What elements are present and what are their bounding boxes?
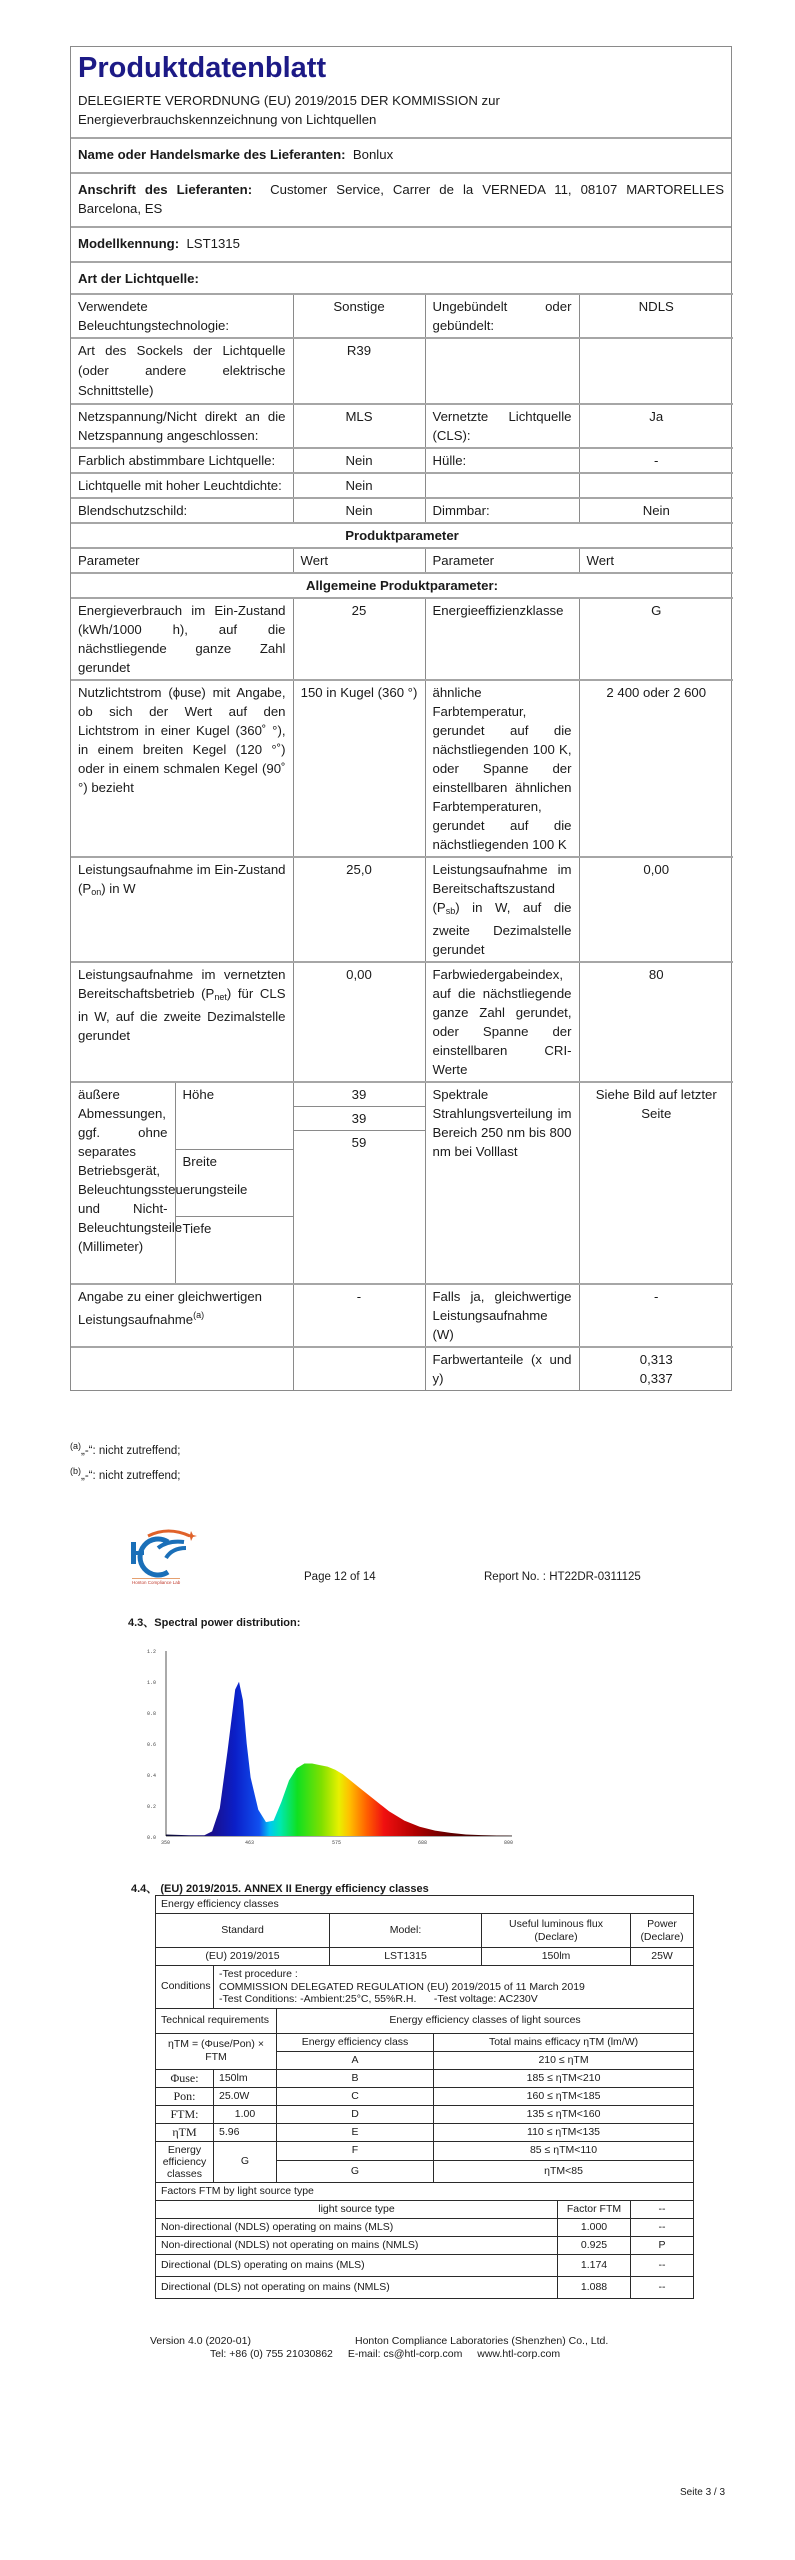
footer-tel: Tel: +86 (0) 755 21030862 (210, 2348, 333, 2360)
class-range: 85 ≤ ηTM<110 (434, 2141, 694, 2160)
param-value (579, 1347, 733, 1390)
subtitle-line-1: DELEGIERTE VERORDNUNG (EU) 2019/2015 DER KOMMISSION zur (78, 93, 500, 108)
supplier-name-label: Name oder Handelsmarke des Lieferanten: (78, 147, 346, 162)
param-value: 25 (293, 598, 425, 680)
height-value: 39 (294, 1083, 425, 1107)
dimensions-label: äußere Abmessungen, ggf. ohne separates Betriebsgerät, Beleuchtungssteuerungsteile und Nicht-Beleuchtungsteile (Millimeter) (71, 1083, 175, 1283)
param-label: Blendschutzschild: (71, 498, 293, 523)
supplier-name-value: Bonlux (352, 147, 394, 162)
param-value: - (579, 448, 733, 473)
param-label (71, 1284, 293, 1347)
report-page-number: Page 12 of 14 (304, 1571, 376, 1583)
type-row (71, 498, 733, 523)
footnote (70, 1436, 181, 1461)
y-tick: 0.6 (147, 1742, 157, 1748)
param-label: ähnliche Farbtemperatur, gerundet auf die nächstliegenden 100 K, oder Spanne der einstellbaren ähnlichen Farbtemperaturen, gerundet auf die nächstliegenden 100 K (425, 680, 579, 857)
param-label (425, 338, 579, 404)
param-value: - (579, 1284, 733, 1347)
param-label: Nutzlichtstrom (ϕuse) mit Angabe, ob sich der Wert auf den Lichtstrom in einer Kugel (360˚ °), in einem breiten Kegel (120 °˚) oder in einem schmalen Kegel (90˚ °) bezieht (71, 680, 293, 857)
class-letter: F (277, 2141, 434, 2160)
eec-section-title: 4.4、 (EU) 2019/2015. ANNEX II Energy efficiency classes (131, 1883, 429, 1895)
model-label: Modellkennung: (78, 236, 180, 251)
param-label: Farblich abstimmbare Lichtquelle: (71, 448, 293, 473)
dimensions-values-cell (293, 1082, 425, 1284)
ftm-type: Directional (DLS) not operating on mains (NMLS) (156, 2276, 558, 2298)
text: ) für CLS in W, auf die zweite Dezimalstelle gerundet (78, 986, 286, 1043)
conditions-label: Conditions (156, 1966, 214, 2009)
param-value: - (293, 1284, 425, 1347)
ftm-caption: Factors FTM by light source type (156, 2182, 694, 2200)
width-label: Breite (175, 1149, 293, 1217)
param-value: Siehe Bild auf letzter Seite (579, 1082, 733, 1284)
param-label: Dimmbar: (425, 498, 579, 523)
ftm-header-factor: Factor FTM (558, 2200, 631, 2218)
class-letter: A (277, 2051, 434, 2069)
dimensions-row (71, 1082, 733, 1284)
spd-section-title: 4.3、Spectral power distribution: (128, 1617, 301, 1629)
param-label: Ungebündelt oder gebündelt: (425, 294, 579, 338)
class-range: 135 ≤ ηTM<160 (434, 2105, 694, 2123)
chroma-y: 0,337 (639, 1371, 673, 1386)
result-label: Energy efficiency classes (156, 2141, 214, 2182)
value-model: LST1315 (330, 1948, 482, 1966)
light-source-type-row (71, 261, 731, 293)
ftm-header-type: light source type (156, 2200, 558, 2218)
spd-chart-svg (128, 1636, 518, 1846)
height-label: Höhe (175, 1083, 293, 1149)
x-tick: 800 (504, 1840, 514, 1846)
supplier-address-label: Anschrift des Lieferanten: (78, 182, 253, 197)
footer-email: E-mail: cs@htl-corp.com (347, 2348, 463, 2360)
text: ) in W (101, 881, 136, 896)
footnote (70, 1461, 181, 1486)
y-tick: 0.8 (147, 1711, 157, 1717)
product-params-heading: Produktparameter (71, 523, 733, 548)
spectral-power-chart (128, 1636, 518, 1846)
measured-value: 25.0W (214, 2087, 277, 2105)
spd-area (166, 1682, 512, 1836)
column-header-row (71, 548, 733, 573)
text: Leistungsaufnahme im vernetzten Bereitschaftsbetrieb (P (78, 967, 286, 1001)
class-range: 110 ≤ ηTM<135 (434, 2123, 694, 2141)
report-footer (150, 2335, 690, 2361)
y-tick: 1.0 (147, 1680, 157, 1686)
param-row-pnet (71, 962, 733, 1082)
type-row (71, 448, 733, 473)
section-heading-row (71, 523, 733, 548)
energy-efficiency-table (155, 1895, 693, 2299)
section-heading-row (71, 573, 733, 598)
supplier-address-row (71, 172, 731, 226)
footnotes (70, 1436, 181, 1486)
eec-caption: Energy efficiency classes (156, 1896, 694, 1914)
measured-label: Φuse: (156, 2069, 214, 2087)
param-value: 80 (579, 962, 733, 1082)
model-value: LST1315 (186, 236, 240, 251)
text: Leistungsaufnahme im Ein-Zustand (P (78, 862, 286, 896)
class-range: 210 ≤ ηTM (434, 2051, 694, 2069)
param-label: Energieeffizienzklasse (425, 598, 579, 680)
ftm-verdict: -- (631, 2254, 694, 2276)
datasheet-subtitle (71, 89, 731, 137)
ftm-factor: 1.088 (558, 2276, 631, 2298)
ftm-type: Directional (DLS) operating on mains (MLS) (156, 2254, 558, 2276)
footnote-text: „-“: nicht zutreffend; (81, 1470, 181, 1482)
empty-cell (71, 1347, 293, 1390)
subscript: sb (445, 906, 456, 916)
column-header: Parameter (425, 548, 579, 573)
param-label (425, 473, 579, 498)
param-label: Spektrale Strahlungsverteilung im Bereich 250 nm bis 800 nm bei Volllast (425, 1082, 579, 1284)
datasheet-table (71, 293, 733, 1390)
param-label (71, 962, 293, 1082)
header-power: Power (Declare) (631, 1914, 694, 1948)
param-value: 0,00 (579, 857, 733, 962)
column-header: Parameter (71, 548, 293, 573)
param-label: Art des Sockels der Lichtquelle (oder andere elektrische Schnittstelle) (71, 338, 293, 404)
footer-line-1 (150, 2335, 690, 2348)
class-letter: G (277, 2160, 434, 2182)
y-tick: 0.4 (147, 1773, 157, 1779)
header-model: Model: (330, 1914, 482, 1948)
header-flux: Useful luminous flux (Declare) (482, 1914, 631, 1948)
measured-label: Pon: (156, 2087, 214, 2105)
supplier-name-row (71, 137, 731, 172)
ftm-factor: 1.000 (558, 2218, 631, 2236)
condition-line: COMMISSION DELEGATED REGULATION (EU) 2019/2015 of 11 March 2019 (219, 1980, 585, 1993)
htl-logo-icon (128, 1528, 196, 1588)
subtitle-line-2: Energieverbrauchskennzeichnung von Lichtquellen (78, 112, 377, 127)
measured-value: 1.00 (214, 2105, 277, 2123)
class-range: 160 ≤ ηTM<185 (434, 2087, 694, 2105)
ftm-verdict: -- (631, 2218, 694, 2236)
measured-value: 5.96 (214, 2123, 277, 2141)
param-value: NDLS (579, 294, 733, 338)
type-row (71, 338, 733, 404)
param-label: Farbwiedergabeindex, auf die nächstliegende ganze Zahl gerundet, oder Spanne der einstellbaren CRI-Werte (425, 962, 579, 1082)
param-value: Nein (579, 498, 733, 523)
condition-line: -Test procedure : (219, 1968, 298, 1980)
model-row (71, 226, 731, 261)
value-standard: (EU) 2019/2015 (156, 1948, 330, 1966)
page-number: Seite 3 / 3 (680, 2487, 726, 2498)
class-letter: E (277, 2123, 434, 2141)
param-value: 0,00 (293, 962, 425, 1082)
width-value: 39 (294, 1107, 425, 1131)
param-row-pon (71, 857, 733, 962)
param-value: 2 400 oder 2 600 (579, 680, 733, 857)
param-value: Nein (293, 448, 425, 473)
measured-value: 150lm (214, 2069, 277, 2087)
subscript: on (91, 887, 102, 897)
class-letter: B (277, 2069, 434, 2087)
footer-company: Honton Compliance Laboratories (Shenzhen) Co., Ltd. (355, 2335, 609, 2347)
depth-label: Tiefe (182, 1221, 212, 1237)
measured-label: ηTM (156, 2123, 214, 2141)
classes-label: Energy efficiency classes of light sources (277, 2008, 694, 2033)
report-header (128, 1528, 668, 1598)
subscript: net (214, 992, 227, 1002)
footnote-mark: (a) (193, 1310, 205, 1320)
value-power: 25W (631, 1948, 694, 1966)
supplier-address-value: Customer Service, Carrer de la VERNEDA 11, 08107 MARTORELLES Barcelona, ES (78, 182, 724, 216)
class-letter: D (277, 2105, 434, 2123)
x-tick: 463 (245, 1840, 255, 1846)
ftm-type: Non-directional (NDLS) operating on mains (MLS) (156, 2218, 558, 2236)
param-row (71, 1284, 733, 1347)
param-row (71, 680, 733, 857)
light-source-type-label: Art der Lichtquelle: (78, 271, 199, 286)
param-label: Lichtquelle mit hoher Leuchtdichte: (71, 473, 293, 498)
param-label: Farbwertanteile (x und y) (425, 1347, 579, 1390)
param-value: 150 in Kugel (360 °) (293, 680, 425, 857)
dimensions-inner-table (71, 1083, 293, 1283)
x-tick: 575 (332, 1840, 342, 1846)
param-value: Ja (579, 404, 733, 448)
param-value: G (579, 598, 733, 680)
ftm-type: Non-directional (NDLS) not operating on mains (NMLS) (156, 2236, 558, 2254)
product-datasheet (70, 46, 732, 1391)
general-params-heading: Allgemeine Produktparameter: (71, 573, 733, 598)
formula: ηTM = (Φuse/Pon) × FTM (156, 2033, 277, 2069)
footer-version: Version 4.0 (2020-01) (150, 2335, 251, 2347)
report-number: Report No. : HT22DR-0311125 (484, 1571, 641, 1583)
param-label: Falls ja, gleichwertige Leistungsaufnahme (W) (425, 1284, 579, 1347)
column-header: Wert (579, 548, 733, 573)
type-row (71, 473, 733, 498)
class-range: ηTM<85 (434, 2160, 694, 2182)
footnote-mark: (b) (70, 1466, 81, 1476)
param-label (71, 857, 293, 962)
x-tick: 350 (161, 1840, 171, 1846)
empty-cell (293, 1347, 425, 1390)
param-value: Nein (293, 473, 425, 498)
text: ) in W, auf die zweite Dezimalstelle gerundet (432, 900, 572, 957)
ftm-factor: 1.174 (558, 2254, 631, 2276)
efficacy-col-header: Total mains efficacy ηTM (lm/W) (434, 2033, 694, 2051)
result-value: G (214, 2141, 277, 2182)
ftm-factor: 0.925 (558, 2236, 631, 2254)
y-tick: 1.2 (147, 1649, 157, 1655)
column-header: Wert (293, 548, 425, 573)
param-row (71, 598, 733, 680)
depth-value: 59 (351, 1135, 367, 1150)
tech-req-label: Technical requirements (156, 2008, 277, 2033)
chroma-x: 0,313 (639, 1352, 673, 1367)
param-label (425, 857, 579, 962)
text: Leistungsaufnahme im Bereitschaftszustand (P (432, 862, 572, 915)
condition-line: -Test Conditions: -Ambient:25°C, 55%R.H. -Test voltage: AC230V (219, 1993, 538, 2005)
ftm-verdict: P (631, 2236, 694, 2254)
param-label: Verwendete Beleuchtungstechnologie: (71, 294, 293, 338)
param-label: Vernetzte Lichtquelle (CLS): (425, 404, 579, 448)
dimensions-cell (71, 1082, 293, 1284)
header-standard: Standard (156, 1914, 330, 1948)
footer-web: www.htl-corp.com (477, 2348, 561, 2360)
datasheet-title: Produktdatenblatt (78, 52, 327, 84)
param-value: Sonstige (293, 294, 425, 338)
text: Angabe zu einer gleichwertigen Leistungsaufnahme (78, 1289, 263, 1327)
ftm-verdict: -- (631, 2276, 694, 2298)
class-letter: C (277, 2087, 434, 2105)
param-value: Nein (293, 498, 425, 523)
logo-caption: Honton Compliance Lab (132, 1580, 181, 1585)
measured-label: FTM: (156, 2105, 214, 2123)
type-row (71, 294, 733, 338)
param-label: Netzspannung/Nicht direkt an die Netzspannung angeschlossen: (71, 404, 293, 448)
footnote-mark: (a) (70, 1441, 81, 1451)
param-value: R39 (293, 338, 425, 404)
param-row (71, 1347, 733, 1390)
param-label: Energieverbrauch im Ein-Zustand (kWh/1000 h), auf die nächstliegende ganze Zahl gerundet (71, 598, 293, 680)
class-col-header: Energy efficiency class (277, 2033, 434, 2051)
footer-line-2 (150, 2348, 690, 2361)
param-value: MLS (293, 404, 425, 448)
y-tick: 0.2 (147, 1804, 157, 1810)
y-tick: 0.0 (147, 1835, 157, 1841)
type-row (71, 404, 733, 448)
param-value: 25,0 (293, 857, 425, 962)
param-label: Hülle: (425, 448, 579, 473)
conditions-text (214, 1966, 694, 2009)
footnote-text: „-“: nicht zutreffend; (81, 1445, 181, 1457)
value-flux: 150lm (482, 1948, 631, 1966)
param-value (579, 338, 733, 404)
ftm-header-verdict: -- (631, 2200, 694, 2218)
class-range: 185 ≤ ηTM<210 (434, 2069, 694, 2087)
param-value (579, 473, 733, 498)
x-tick: 688 (418, 1840, 428, 1846)
